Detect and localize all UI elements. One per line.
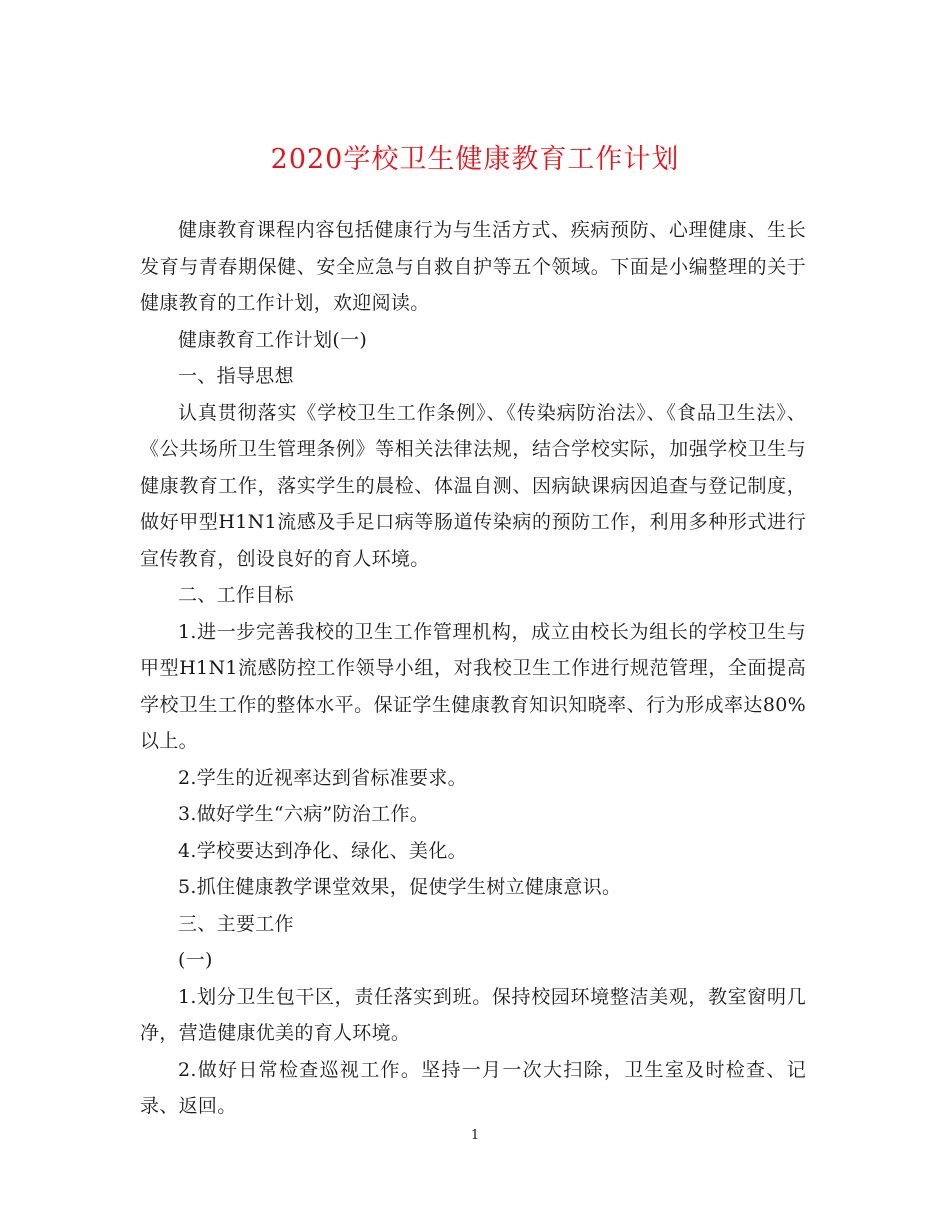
- goal-item-2: 2.学生的近视率达到省标准要求。: [178, 766, 467, 789]
- paragraph-intro: 健康教育课程内容包括健康行为与生活方式、疾病预防、心理健康、生长发育与青春期保健、安全应急与自救自护等五个领域。下面是小编整理的关于健康教育的工作计划，欢迎阅读。: [140, 219, 806, 314]
- document-body: [140, 212, 806, 1125]
- goal-item-5: 5.抓住健康教学课堂效果，促使学生树立健康意识。: [178, 876, 622, 898]
- subsection-heading-1: (一): [178, 949, 213, 971]
- document-title: 2020学校卫生健康教育工作计划: [270, 144, 680, 175]
- section-heading-work-goals: 二、工作目标: [178, 584, 294, 606]
- goal-item-4: 4.学校要达到净化、绿化、美化。: [178, 839, 467, 862]
- work-item-1: 1.划分卫生包干区，责任落实到班。保持校园环境整洁美观，教室窗明几净，营造健康优美的育人环境。: [140, 985, 806, 1044]
- section-heading-guiding-ideology: 一、指导思想: [178, 365, 294, 387]
- goal-item-1: 1.进一步完善我校的卫生工作管理机构，成立由校长为组长的学校卫生与甲型H1N1流感防控工作领导小组，对我校卫生工作进行规范管理，全面提高学校卫生工作的整体水平。保证学生健康教育知识知晓率、行为形成率达80%以上。: [140, 620, 806, 752]
- section-heading-main-work: 三、主要工作: [178, 912, 294, 935]
- goal-item-3: 3.做好学生“六病”防治工作。: [178, 803, 430, 825]
- paragraph-plan-heading: 健康教育工作计划(一): [178, 328, 368, 351]
- work-item-2: 2.做好日常检查巡视工作。坚持一月一次大扫除，卫生室及时检查、记录、返回。: [140, 1058, 806, 1117]
- paragraph-guiding-ideology: 认真贯彻落实《学校卫生工作条例》、《传染病防治法》、《食品卫生法》、《公共场所卫生管理条例》等相关法律法规，结合学校实际，加强学校卫生与健康教育工作，落实学生的晨检、体温自测、因病缺课病因追查与登记制度，做好甲型H1N1流感及手足口病等肠道传染病的预防工作，利用多种形式进行宣传教育，创设良好的育人环境。: [140, 401, 806, 570]
- page-number: 1: [470, 1128, 480, 1143]
